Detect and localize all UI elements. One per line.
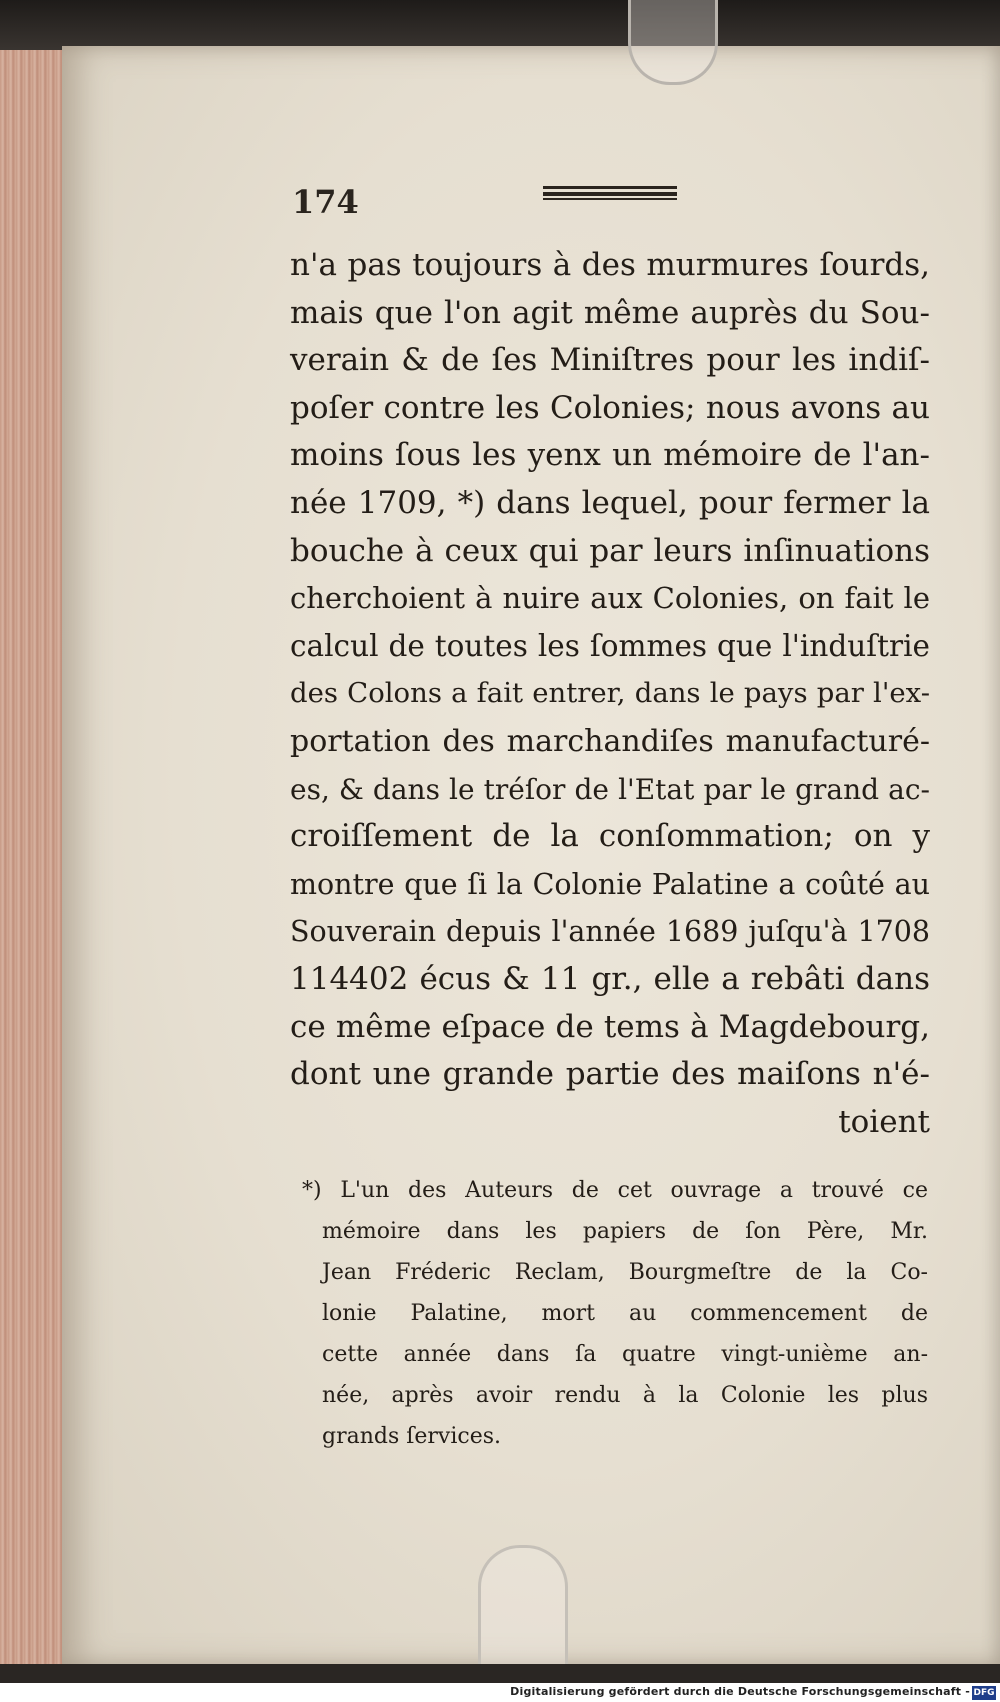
footnote-line: lonie Palatine, mort au commencement de: [322, 1301, 928, 1326]
digitization-credit: Digitalisierung gefördert durch die Deutsche Forschungsgemeinschaft -: [510, 1685, 970, 1698]
body-line: bouche à ceux qui par leurs inſinuations: [290, 532, 930, 569]
dfg-logo: DFG: [973, 1688, 995, 1698]
body-text: [290, 242, 930, 1146]
body-line: poſer contre les Colonies; nous avons au: [290, 389, 930, 426]
body-line: ce même eſpace de tems à Magdebourg,: [290, 1008, 930, 1045]
footnote-line: cette année dans ſa quatre vingt-unième an-: [322, 1342, 928, 1367]
footnote: [302, 1170, 928, 1457]
body-line: portation des marchandiſes manufacturé-: [290, 723, 930, 759]
header-ornament-rule: [543, 186, 677, 200]
scanner-background-top: [0, 0, 1000, 52]
body-line: croiſſement de la conſommation; on y: [290, 818, 930, 855]
catchword: toient: [838, 1103, 930, 1140]
footnote-line: née, après avoir rendu à la Colonie les plus: [322, 1383, 928, 1408]
page-number: 174: [292, 183, 359, 221]
body-line: cherchoient à nuire aux Colonies, on fait le: [290, 581, 930, 616]
body-line: n'a pas toujours à des murmures ſourds,: [290, 247, 930, 283]
body-line: dont une grande partie des maiſons n'é-: [290, 1056, 930, 1093]
page-clip-bottom: [478, 1545, 568, 1668]
page-clip-top: [628, 0, 718, 85]
body-line: montre que ſi la Colonie Palatine a coûté au: [290, 867, 930, 901]
body-line: moins ſous les yenx un mémoire de l'an-: [290, 437, 930, 474]
body-line: née 1709, *) dans lequel, pour fermer la: [290, 484, 930, 521]
body-line: mais que l'on agit même auprès du Sou-: [290, 294, 930, 331]
footnote-line: mémoire dans les papiers de ſon Père, Mr.: [322, 1219, 928, 1244]
body-line: calcul de toutes les ſommes que l'induſtrie: [290, 628, 930, 663]
footnote-line: Jean Fréderic Reclam, Bourgmeſtre de la Co-: [322, 1260, 928, 1285]
body-line: 114402 écus & 11 gr., elle a rebâti dans: [290, 960, 930, 997]
body-line: des Colons a fait entrer, dans le pays par l'ex-: [290, 677, 930, 710]
footnote-line: *) L'un des Auteurs de cet ouvrage a trouvé ce: [302, 1178, 928, 1203]
footnote-line: grands ſervices.: [322, 1424, 502, 1449]
body-line: Souverain depuis l'année 1689 juſqu'à 1708: [290, 915, 930, 949]
body-line: es, & dans le tréſor de l'Etat par le grand ac-: [290, 772, 930, 806]
body-line: verain & de ſes Miniſtres pour les indiſ-: [290, 342, 930, 379]
